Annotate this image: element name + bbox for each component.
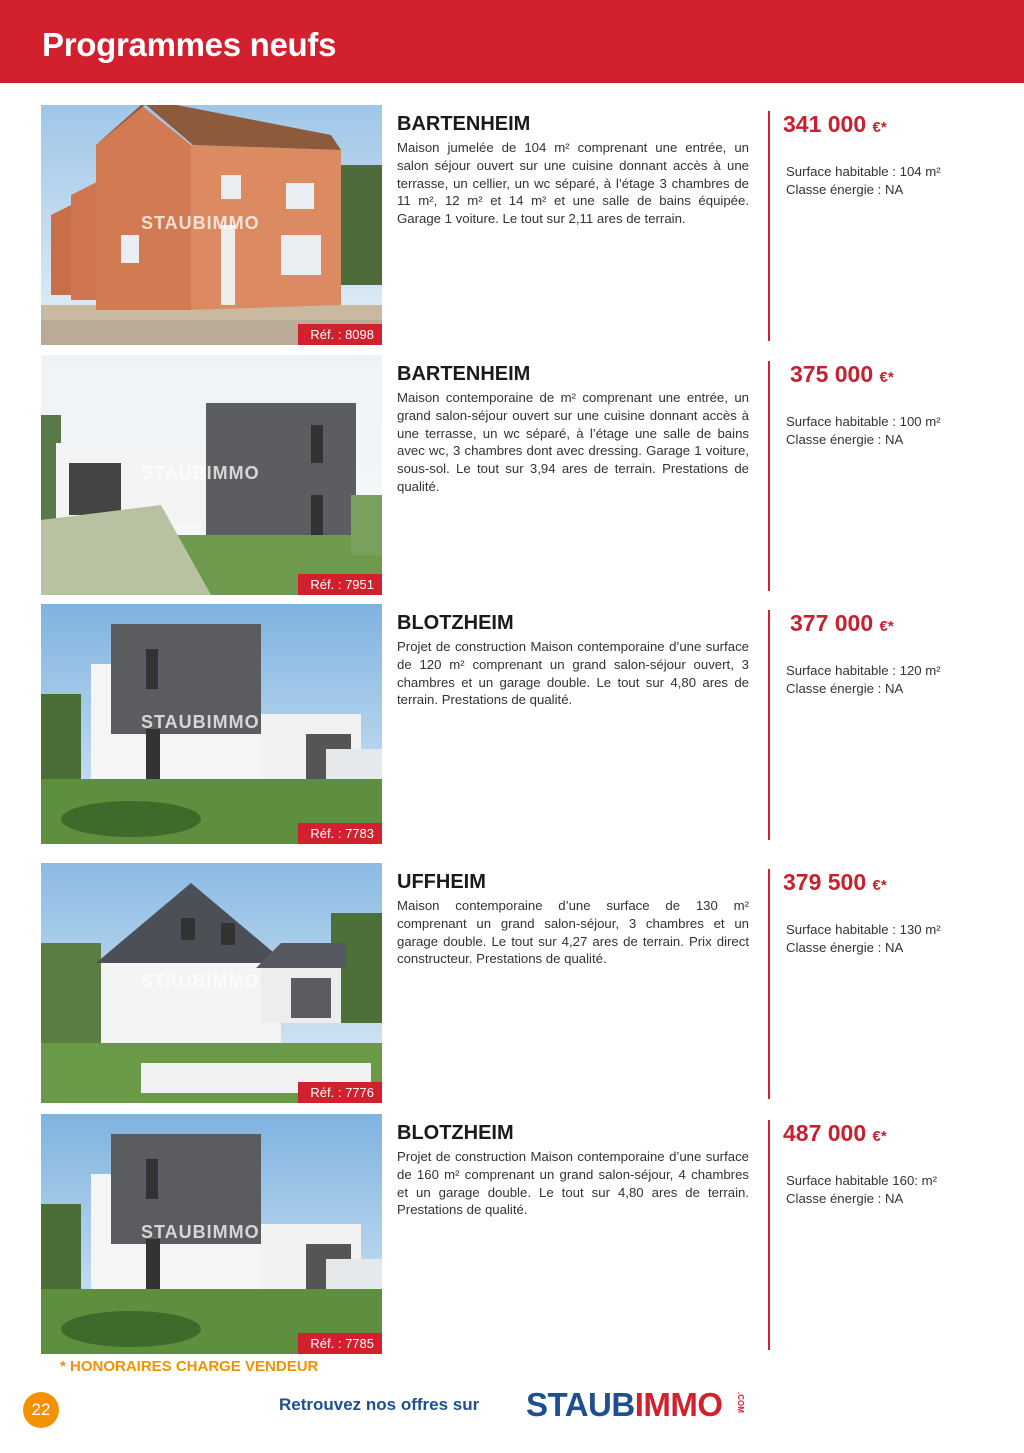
listing-photo[interactable] bbox=[41, 1114, 382, 1354]
listing-photo[interactable] bbox=[41, 604, 382, 844]
listing-specs bbox=[786, 163, 941, 199]
price-value: 377 000 bbox=[790, 610, 874, 636]
listing-city[interactable]: BARTENHEIM bbox=[397, 113, 531, 135]
surface-habitable: Surface habitable : 130 m² bbox=[786, 922, 941, 937]
listing-price bbox=[790, 361, 894, 388]
listing-card[interactable] bbox=[0, 1114, 1024, 1354]
price-value: 375 000 bbox=[790, 361, 874, 387]
logo-domain-suffix: .COM bbox=[736, 1392, 745, 1413]
divider bbox=[768, 111, 770, 341]
divider bbox=[768, 610, 770, 840]
price-suffix: €* bbox=[872, 119, 887, 136]
listing-price bbox=[783, 111, 887, 138]
listing-photo[interactable] bbox=[41, 355, 382, 595]
listing-photo[interactable] bbox=[41, 863, 382, 1103]
reference-badge: Réf. : 8098 bbox=[298, 324, 382, 345]
photo-watermark: STAUBIMMO bbox=[141, 971, 260, 991]
listing-card[interactable] bbox=[0, 863, 1024, 1103]
divider bbox=[768, 361, 770, 591]
staubimmo-logo[interactable] bbox=[526, 1386, 723, 1424]
listing-city[interactable]: BLOTZHEIM bbox=[397, 612, 514, 634]
listing-specs bbox=[786, 1172, 937, 1208]
logo-part-immo: IMMO bbox=[634, 1386, 723, 1423]
page-title: Programmes neufs bbox=[42, 26, 337, 63]
listing-card[interactable] bbox=[0, 604, 1024, 844]
listing-description: Projet de construction Maison contemporaine d’une surface de 120 m² comprenant un grand salon-séjour ouvert, 3 chambres et un garage double. Le tout sur 4,80 ares de terrain. Prestations de qualité. bbox=[397, 639, 749, 708]
reference-badge: Réf. : 7783 bbox=[298, 823, 382, 844]
energy-class: Classe énergie : NA bbox=[786, 432, 904, 447]
listing-card[interactable] bbox=[0, 355, 1024, 595]
photo-watermark: STAUBIMMO bbox=[141, 712, 260, 732]
price-value: 341 000 bbox=[783, 111, 867, 137]
energy-class: Classe énergie : NA bbox=[786, 182, 904, 197]
divider bbox=[768, 869, 770, 1099]
surface-habitable: Surface habitable : 100 m² bbox=[786, 414, 941, 429]
reference-badge: Réf. : 7951 bbox=[298, 574, 382, 595]
photo-watermark: STAUBIMMO bbox=[141, 463, 260, 483]
energy-class: Classe énergie : NA bbox=[786, 940, 904, 955]
listing-specs bbox=[786, 413, 941, 449]
photo-watermark: STAUBIMMO bbox=[141, 1222, 260, 1242]
photo-watermark: STAUBIMMO bbox=[141, 213, 260, 233]
reference-badge: Réf. : 7776 bbox=[298, 1082, 382, 1103]
listing-description: Maison jumelée de 104 m² comprenant une entrée, un salon séjour ouvert sur une cuisine donnant accès à une terrasse, un cellier, un wc séparé, à l’étage 3 chambres de 11 m², 12 m² et 14 m² et une salle de bains équipée. Garage 1 voiture. Le tout sur 2,11 ares de terrain. bbox=[397, 140, 749, 227]
listing-price bbox=[783, 1120, 887, 1147]
listing-price bbox=[790, 610, 894, 637]
price-suffix: €* bbox=[879, 618, 894, 635]
listing-city[interactable]: BLOTZHEIM bbox=[397, 1122, 514, 1144]
price-value: 379 500 bbox=[783, 869, 867, 895]
price-suffix: €* bbox=[872, 1128, 887, 1145]
energy-class: Classe énergie : NA bbox=[786, 1191, 904, 1206]
listing-description: Maison contemporaine de m² comprenant une entrée, un grand salon-séjour ouvert sur une cuisine donnant accès à une terrasse, un wc séparé, à l’étage une salle de bains avec wc, 3 chambres dont avec dressing. Garage 1 voiture, sous-sol. Le tout sur 3,94 ares de terrain. Prestations de qualité. bbox=[397, 390, 749, 494]
cta-text: Retrouvez nos offres sur bbox=[279, 1395, 480, 1414]
page-header bbox=[0, 0, 1024, 83]
price-suffix: €* bbox=[879, 369, 894, 386]
listing-city[interactable]: UFFHEIM bbox=[397, 871, 486, 893]
surface-habitable: Surface habitable : 120 m² bbox=[786, 663, 941, 678]
listing-specs bbox=[786, 921, 941, 957]
price-value: 487 000 bbox=[783, 1120, 867, 1146]
listing-photo[interactable] bbox=[41, 105, 382, 345]
price-suffix: €* bbox=[872, 877, 887, 894]
listing-city[interactable]: BARTENHEIM bbox=[397, 363, 531, 385]
listing-price bbox=[783, 869, 887, 896]
listing-card[interactable] bbox=[0, 105, 1024, 345]
reference-badge: Réf. : 7785 bbox=[298, 1333, 382, 1354]
energy-class: Classe énergie : NA bbox=[786, 681, 904, 696]
fees-note: * HONORAIRES CHARGE VENDEUR bbox=[60, 1358, 319, 1375]
surface-habitable: Surface habitable 160: m² bbox=[786, 1173, 938, 1188]
divider bbox=[768, 1120, 770, 1350]
page-number: 22 bbox=[23, 1392, 59, 1428]
listing-specs bbox=[786, 662, 941, 698]
listing-description: Maison contemporaine d’une surface de 130 m² comprenant un grand salon-séjour, 3 chambres et un garage double. Le tout sur 4,27 ares de terrain. Prix direct constructeur. Prestations de qualité. bbox=[397, 898, 749, 967]
surface-habitable: Surface habitable : 104 m² bbox=[786, 164, 941, 179]
listing-description: Projet de construction Maison contemporaine d’une surface de 160 m² comprenant un grand salon-séjour, 4 chambres et un garage double. Le tout sur 4,80 ares de terrain. Prestations de qualité. bbox=[397, 1149, 749, 1218]
logo-part-staub: STAUB bbox=[526, 1386, 635, 1423]
